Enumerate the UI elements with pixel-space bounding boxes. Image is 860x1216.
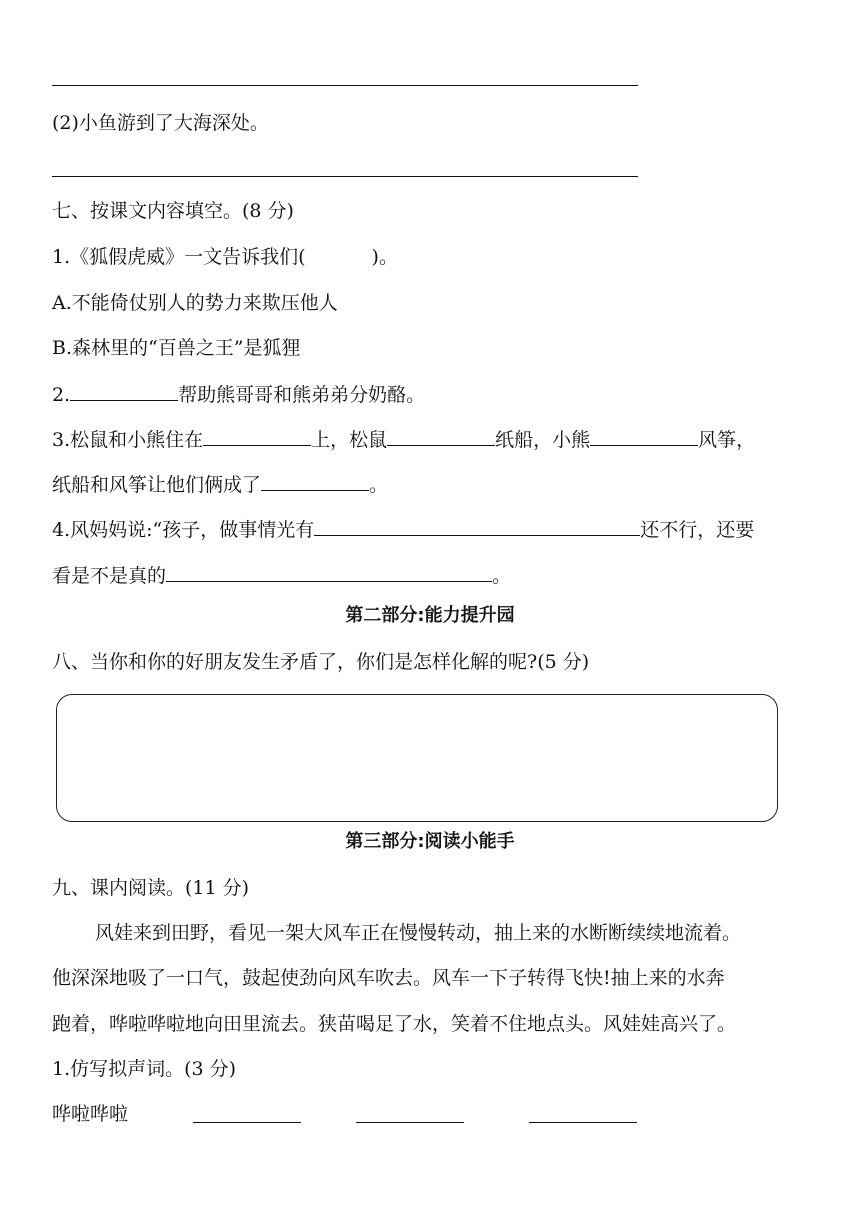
q8-title: 八、当你和你的好朋友发生矛盾了，你们是怎样化解的呢?(5 分) <box>52 651 590 673</box>
fill-blank[interactable] <box>356 1102 464 1123</box>
q7-item-1-text: 1.《狐假虎威》一文告诉我们( <box>52 246 306 268</box>
q7-item-3-text-a: 3.松鼠和小熊住在 <box>52 429 204 451</box>
reading-passage-line: 风娃来到田野，看见一架大风车正在慢慢转动，抽上来的水断断续续地流着。 <box>95 922 742 944</box>
fill-blank[interactable] <box>166 561 492 582</box>
q7-item-2-num: 2. <box>52 384 71 406</box>
q7-item-1-end: )。 <box>371 246 398 268</box>
fill-blank[interactable] <box>70 380 178 401</box>
answer-line[interactable] <box>52 176 638 177</box>
q7-item-3-text-d: 风筝， <box>698 429 756 451</box>
q7-item-3-line-2 <box>52 470 388 498</box>
q7-item-4-line-1 <box>52 515 754 543</box>
q6-item-2: (2)小鱼游到了大海深处。 <box>52 112 269 134</box>
part-2-heading: 第二部分:能力提升园 <box>345 605 515 626</box>
answer-box[interactable] <box>56 694 778 822</box>
q9-title: 九、课内阅读。(11 分) <box>52 877 250 899</box>
fill-blank[interactable] <box>314 515 640 536</box>
q7-item-3-text-c: 纸船，小熊 <box>495 429 591 451</box>
q7-item-2-text: 帮助熊哥哥和熊弟弟分奶酪。 <box>178 384 426 406</box>
fill-blank[interactable] <box>193 1102 301 1123</box>
q7-item-4-text-b: 还不行，还要 <box>640 519 755 541</box>
q7-item-3-text-f: 。 <box>369 474 389 496</box>
q7-item-1 <box>52 244 398 270</box>
q7-item-4-line-2 <box>52 561 511 589</box>
q7-item-4-text-c: 看是不是真的 <box>52 565 167 587</box>
q7-item-3-text-b: 上，松鼠 <box>311 429 388 451</box>
q7-option-a: A.不能倚仗别人的势力来欺压他人 <box>52 292 338 314</box>
q7-item-2 <box>52 380 425 408</box>
reading-passage-line: 跑着，哗啦哗啦地向田里流去。狭苗喝足了水，笑着不住地点头。风娃娃高兴了。 <box>52 1013 737 1035</box>
q7-option-b: B.森林里的“百兽之王”是狐狸 <box>52 337 301 359</box>
q7-title: 七、按课文内容填空。(8 分) <box>52 200 294 222</box>
q7-item-4-text-d: 。 <box>492 565 512 587</box>
answer-line[interactable] <box>52 85 638 86</box>
reading-passage-line: 他深深地吸了一口气，鼓起使劲向风车吹去。风车一下子转得飞快!抽上来的水奔 <box>52 967 725 989</box>
onomatopoeia-example: 哗啦哗啦 <box>52 1103 129 1125</box>
q7-item-3-line-1 <box>52 425 755 453</box>
fill-blank[interactable] <box>203 425 311 446</box>
fill-blank[interactable] <box>590 425 698 446</box>
fill-blank[interactable] <box>387 425 495 446</box>
q9-sub-1-title: 1.仿写拟声词。(3 分) <box>52 1058 237 1080</box>
fill-blank[interactable] <box>529 1102 637 1123</box>
q7-item-3-text-e: 纸船和风筝让他们俩成了 <box>52 474 262 496</box>
fill-blank[interactable] <box>261 470 369 491</box>
part-3-heading: 第三部分:阅读小能手 <box>345 831 515 852</box>
q7-item-4-text-a: 4.风妈妈说:“孩子，做事情光有 <box>52 519 315 541</box>
